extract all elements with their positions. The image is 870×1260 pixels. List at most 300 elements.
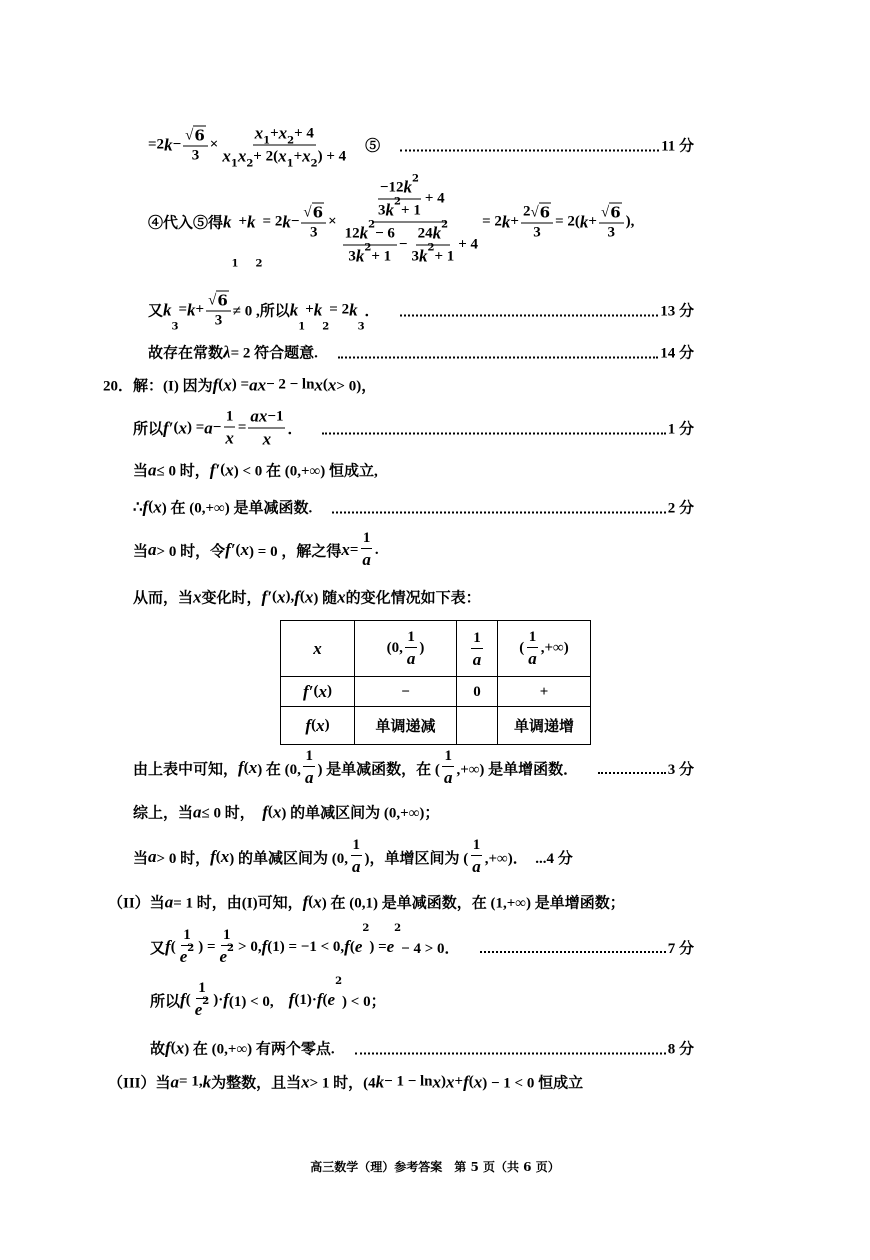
- text: (: [170, 1039, 176, 1056]
- text: (: [185, 991, 191, 1008]
- math-symbol: x: [193, 587, 202, 606]
- math-symbol: f: [238, 758, 244, 777]
- superscript: 2: [411, 173, 419, 185]
- text: −: [290, 213, 300, 230]
- text: (: [271, 588, 277, 605]
- text: 从而，当: [133, 590, 194, 607]
- math-symbol: a: [352, 857, 361, 876]
- math-symbol: e: [219, 947, 228, 966]
- text: (: [349, 938, 355, 955]
- math-symbol: x: [313, 638, 322, 658]
- text: ): [324, 717, 330, 733]
- subscript: 1: [231, 258, 239, 270]
- summary-line-1: [133, 802, 439, 823]
- text: +: [539, 684, 549, 700]
- text: ) < 0；: [342, 993, 386, 1010]
- numerator: [521, 203, 553, 224]
- text: (: [313, 683, 319, 699]
- cell-content: [305, 716, 329, 736]
- text: > 0)，: [336, 378, 377, 395]
- text: −1: [267, 408, 284, 424]
- math-symbol: f: [344, 937, 350, 956]
- cell-content: [303, 682, 332, 702]
- text: 1: [472, 837, 481, 853]
- text: 故: [150, 1041, 166, 1058]
- denominator: [409, 242, 456, 267]
- text: 1: [183, 927, 191, 943]
- text: +: [195, 301, 205, 318]
- text: =: [178, 301, 188, 318]
- superscript: 2: [394, 196, 402, 208]
- score-label: 3 分: [667, 761, 694, 778]
- text: (: [243, 759, 249, 776]
- superscript: 2: [227, 943, 235, 954]
- denominator: [178, 943, 197, 967]
- dot-leader: [338, 356, 658, 358]
- table-conclusion: [133, 748, 694, 788]
- math-symbol: x: [240, 540, 250, 559]
- text: +: [270, 125, 279, 141]
- text: ): [419, 640, 425, 656]
- fraction: [526, 629, 539, 669]
- math-symbol: k: [355, 246, 365, 266]
- math-symbol: x: [278, 123, 288, 143]
- zeros-line-8: [150, 1038, 694, 1059]
- superscript: 2: [427, 242, 435, 254]
- math-symbol: x: [225, 460, 234, 479]
- math-symbol: f: [316, 990, 323, 1009]
- numerator: [405, 629, 417, 648]
- text: ) 在 (0,: [257, 761, 301, 778]
- text: ) =: [231, 376, 250, 393]
- text: 所以: [133, 421, 164, 438]
- cell-content: [473, 684, 481, 701]
- score-label: 13 分: [660, 303, 694, 320]
- text: (: [322, 376, 328, 393]
- math-symbol: x: [316, 715, 325, 735]
- text: (: [170, 938, 176, 955]
- math-symbol: k: [385, 200, 395, 220]
- math-symbol: k: [501, 212, 511, 231]
- cell-content: [401, 684, 410, 701]
- numerator: [248, 407, 285, 429]
- math-symbol: k: [202, 1072, 212, 1091]
- math-symbol: k: [432, 223, 442, 243]
- text: + 1: [401, 202, 421, 218]
- fraction: [183, 126, 208, 165]
- denominator: [218, 943, 237, 967]
- text: ．: [287, 421, 303, 438]
- math-symbol: x: [337, 587, 346, 606]
- math-symbol: k: [163, 300, 172, 319]
- text: (: [218, 376, 224, 393]
- text: ≠ 0 ,所以: [232, 303, 290, 320]
- text: 1: [352, 837, 360, 853]
- decreasing-line: [133, 497, 694, 518]
- math-symbol: x: [223, 375, 232, 394]
- math-symbol: f: [463, 1072, 469, 1091]
- text: −: [401, 684, 410, 700]
- superscript: 2: [202, 996, 210, 1007]
- fraction: [360, 530, 373, 570]
- math-symbol: x: [248, 758, 258, 777]
- text: +: [238, 213, 248, 230]
- text: (: [308, 893, 314, 910]
- text: ) 是单减函数，在 (: [317, 761, 440, 778]
- text: 1: [528, 628, 537, 645]
- radicand: 6: [194, 126, 205, 145]
- numerator: [301, 203, 326, 224]
- math-symbol: k: [375, 1072, 385, 1091]
- score-label: 1 分: [667, 421, 694, 438]
- subscript: 1: [263, 135, 271, 147]
- denominator: [470, 856, 483, 877]
- math-symbol: a: [148, 540, 157, 559]
- math-symbol: f: [302, 892, 309, 911]
- fraction: [343, 219, 397, 267]
- math-symbol: e: [386, 937, 395, 956]
- math-symbol: x: [254, 123, 264, 143]
- table-cell: [498, 677, 591, 707]
- text: ,+∞): [540, 640, 569, 656]
- math-symbol: k: [313, 300, 323, 319]
- math-symbol: f: [288, 990, 295, 1009]
- math-symbol: x: [175, 1038, 185, 1057]
- text: = 2: [262, 213, 283, 230]
- text: +: [305, 301, 314, 318]
- radical-sign: √: [600, 204, 610, 221]
- math-symbol: a: [148, 460, 157, 479]
- denominator: [526, 648, 539, 669]
- case-a-gt-0: [133, 530, 379, 570]
- text: −: [172, 136, 182, 153]
- text: = 1 时，由(I)可知，: [173, 895, 303, 912]
- text: +: [454, 1073, 464, 1090]
- fraction: [301, 203, 326, 242]
- math-symbol: x: [276, 587, 286, 606]
- dot-leader: [355, 1052, 666, 1054]
- text: （III）当: [108, 1075, 171, 1092]
- text: 的变化情况如下表：: [345, 590, 481, 607]
- text: 综上，当: [133, 805, 194, 822]
- subscript: 1: [298, 321, 306, 333]
- radical-sign: √: [208, 292, 217, 309]
- text: ×: [328, 213, 337, 230]
- text: 变化时，: [201, 590, 262, 607]
- text: =2: [148, 136, 165, 153]
- fraction: [303, 748, 316, 788]
- denominator: [405, 648, 418, 669]
- text: 20．解：(I) 因为: [103, 378, 213, 395]
- text: + 4: [424, 190, 445, 207]
- math-symbol: k: [187, 300, 196, 319]
- math-symbol: x: [278, 146, 287, 166]
- text: 1: [473, 629, 481, 646]
- text: ) 在 (0,+∞) 是单减函数.: [161, 500, 313, 517]
- text: ≤ 0 时，: [201, 805, 263, 822]
- text: ) =: [186, 419, 205, 436]
- text: (: [468, 1073, 474, 1090]
- text: ∴: [133, 499, 143, 516]
- math-symbol: k: [349, 300, 358, 319]
- text: 3: [214, 312, 223, 329]
- cell-content: [514, 715, 574, 736]
- math-symbol: a: [406, 648, 416, 668]
- text: 12: [344, 225, 360, 241]
- denominator: [346, 242, 393, 267]
- math-symbol: x: [446, 1072, 455, 1091]
- values-line-7: [150, 923, 694, 967]
- text: ,+∞)． ...4 分: [484, 850, 573, 867]
- text: > 0 时，令: [156, 543, 226, 560]
- table-cell: [355, 677, 457, 707]
- math-symbol: x: [318, 681, 327, 701]
- fraction: [218, 927, 237, 967]
- math-symbol: a: [193, 802, 202, 821]
- numerator: [527, 629, 539, 648]
- text: )·: [213, 991, 224, 1008]
- math-symbol: x: [341, 540, 350, 559]
- text: − 2 − ln: [266, 376, 315, 393]
- text: ): [441, 1073, 446, 1090]
- math-symbol: x: [225, 428, 234, 447]
- text: 0: [473, 684, 481, 700]
- fraction: [248, 407, 285, 450]
- dot-leader: [322, 432, 665, 434]
- text: 又: [150, 940, 166, 957]
- numerator: [361, 530, 373, 549]
- math-symbol: ax: [249, 375, 267, 394]
- numerator: [372, 173, 447, 223]
- math-symbol: λ: [223, 342, 231, 361]
- table-cell: [498, 621, 591, 677]
- text: 3: [348, 248, 356, 264]
- numerator: [224, 408, 236, 427]
- text: = 2(: [555, 213, 580, 230]
- text: > 1 时，(4: [309, 1075, 376, 1092]
- subscript: 2: [246, 158, 254, 170]
- denominator: [471, 649, 484, 670]
- math-symbol: k: [282, 212, 291, 231]
- text: = 2: [482, 213, 502, 230]
- dot-leader: [400, 149, 659, 151]
- text: (: [311, 717, 317, 733]
- formula-line-13: [148, 291, 694, 333]
- text: 3: [378, 202, 386, 218]
- math-symbol: f: [223, 990, 229, 1009]
- math-symbol: a: [170, 1072, 180, 1091]
- square-root: [530, 203, 551, 222]
- denominator: [303, 767, 316, 788]
- denominator: [308, 224, 320, 242]
- radicand: 6: [312, 203, 324, 222]
- text: 当: [133, 543, 149, 560]
- text: ④代入⑤得: [148, 215, 224, 232]
- text: （II）当: [108, 895, 165, 912]
- text: − 1 − ln: [384, 1073, 433, 1090]
- fraction: [409, 219, 456, 267]
- text: + 1: [371, 248, 392, 264]
- denominator: [213, 312, 225, 330]
- score-label: 8 分: [667, 1041, 694, 1058]
- text: + 2(: [253, 148, 279, 164]
- denominator: [339, 219, 480, 267]
- text: = 1,: [179, 1073, 203, 1090]
- subscript: 3: [171, 321, 179, 333]
- text: 3: [191, 147, 200, 164]
- text: ) 在 (0,+∞) 有两个零点.: [184, 1041, 335, 1058]
- cell-content: [387, 629, 425, 669]
- text: (: [267, 803, 273, 820]
- math-symbol: x: [313, 892, 322, 911]
- math-symbol: k: [164, 135, 173, 154]
- denominator: [376, 196, 423, 221]
- fraction: [442, 748, 455, 788]
- text: ) 的单减区间为 (0,: [229, 850, 348, 867]
- variation-table: [280, 620, 591, 745]
- text: − 6: [375, 225, 395, 241]
- denominator: [350, 856, 363, 877]
- derivative-line: [133, 407, 694, 450]
- math-symbol: f′: [209, 460, 221, 479]
- math-symbol: a: [443, 768, 453, 787]
- table-cell: [281, 707, 355, 745]
- text: (1) < 0,: [228, 993, 289, 1010]
- fraction: [350, 837, 363, 877]
- subscript: 1: [286, 158, 294, 170]
- text: 1: [362, 530, 371, 546]
- text: 为整数，且当: [211, 1075, 302, 1092]
- text: ) = 0 ，解之得: [249, 543, 342, 560]
- math-symbol: x: [272, 802, 282, 821]
- text: (: [519, 640, 525, 656]
- text: 又: [148, 303, 164, 320]
- text: > 0 时，: [156, 850, 211, 867]
- text: = 2: [329, 301, 350, 318]
- text: − 4 > 0．: [401, 940, 460, 957]
- denominator: [606, 224, 618, 242]
- denominator: [190, 147, 202, 165]
- radical-sign: √: [185, 127, 194, 144]
- math-symbol: f: [262, 802, 268, 821]
- subscript: 2: [322, 321, 330, 333]
- math-symbol: x: [314, 375, 323, 394]
- text: + 4: [294, 125, 314, 141]
- math-symbol: f: [142, 497, 149, 516]
- text: 当: [133, 463, 149, 480]
- text: ): [326, 683, 332, 699]
- denominator: [223, 427, 236, 448]
- math-symbol: x: [301, 1072, 310, 1091]
- text: 3: [533, 224, 541, 241]
- text: ) 的单减区间为 (0,+∞)；: [281, 805, 440, 822]
- table-row: [281, 677, 591, 707]
- text: ×: [209, 136, 219, 153]
- product-line: [150, 976, 386, 1020]
- text: 当: [133, 850, 149, 867]
- dot-leader: [332, 511, 666, 513]
- math-symbol: x: [220, 847, 230, 866]
- text: ) 在 (0,1) 是单减函数，在 (1,+∞) 是单增函数；: [321, 895, 625, 912]
- text: 2: [522, 203, 531, 220]
- math-symbol: k: [359, 223, 369, 243]
- cell-content: [469, 630, 486, 670]
- problem-20-header: [103, 375, 376, 396]
- text: (1)·: [294, 991, 317, 1008]
- numerator: [351, 837, 363, 856]
- text: 故存在常数: [148, 345, 224, 362]
- text: ．: [364, 303, 380, 320]
- text: 1: [223, 927, 231, 943]
- part-3-header: [108, 1072, 583, 1093]
- math-symbol: f′: [261, 587, 272, 606]
- formula-line-11: [148, 123, 694, 170]
- text: (: [322, 991, 328, 1008]
- subscript: 1: [230, 158, 238, 170]
- subscript: 2: [287, 135, 295, 147]
- numerator: [303, 748, 315, 767]
- table-cell: [281, 621, 355, 677]
- text: 1: [444, 748, 452, 764]
- text: ≤ 0 时，: [156, 463, 210, 480]
- fraction: [405, 629, 418, 669]
- math-symbol: f: [212, 375, 219, 394]
- text: −: [212, 419, 222, 436]
- math-symbol: e: [327, 990, 336, 1009]
- square-root: [601, 203, 622, 222]
- fraction: [521, 203, 553, 242]
- text: .: [374, 541, 379, 558]
- fraction: [376, 173, 423, 221]
- numerator: [599, 203, 624, 224]
- text: −12: [379, 179, 404, 195]
- table-cell: [355, 621, 457, 677]
- cell-content: [519, 629, 569, 669]
- math-symbol: k: [223, 212, 232, 231]
- table-cell: [457, 707, 498, 745]
- text: +: [588, 213, 597, 230]
- denominator: [261, 429, 274, 450]
- text: +: [510, 213, 519, 230]
- square-root: [208, 291, 229, 310]
- fraction: [599, 203, 624, 242]
- text: (: [148, 498, 154, 515]
- math-symbol: k: [403, 177, 412, 197]
- math-symbol: f: [305, 715, 312, 735]
- text: ) =: [198, 938, 216, 955]
- superscript: 2: [441, 219, 449, 231]
- fraction: [470, 837, 483, 877]
- math-symbol: e: [179, 947, 188, 966]
- numerator: [183, 126, 208, 147]
- text: = 2 符合题意.: [230, 345, 318, 362]
- radical-sign: √: [530, 204, 539, 221]
- text: −: [398, 236, 408, 253]
- text: 1: [225, 408, 234, 424]
- math-symbol: k: [247, 212, 256, 231]
- table-cell: [498, 707, 591, 745]
- superscript: 2: [335, 976, 343, 987]
- math-symbol: x: [153, 497, 162, 516]
- radicand: 6: [217, 291, 228, 310]
- radical-sign: √: [303, 204, 312, 221]
- math-symbol: a: [164, 892, 174, 911]
- math-symbol: a: [472, 649, 482, 669]
- table-row: [281, 707, 591, 745]
- text: 单调递减: [375, 719, 436, 735]
- math-symbol: k: [418, 246, 428, 266]
- math-symbol: x: [237, 146, 247, 166]
